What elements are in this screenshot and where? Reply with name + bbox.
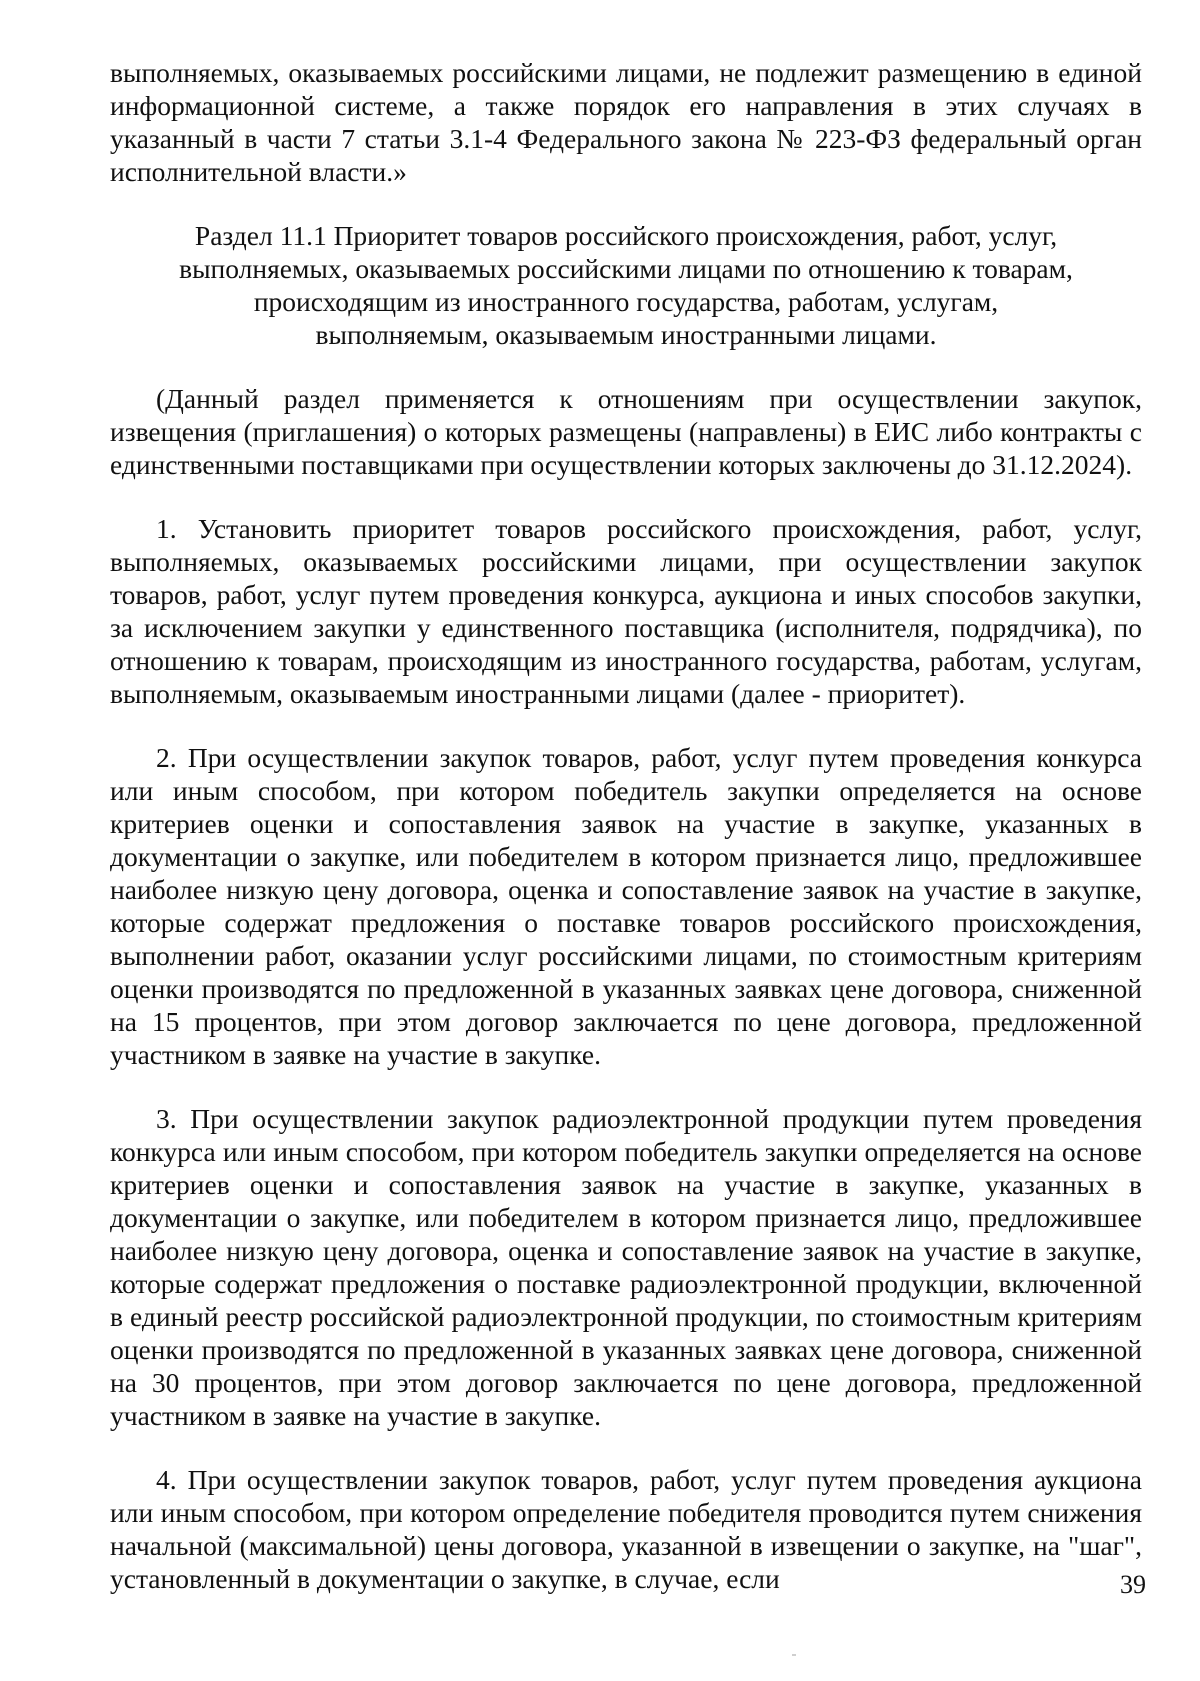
document-page (110, 56, 1142, 1595)
scan-artifact (792, 1654, 796, 1656)
paragraph-2: 2. При осуществлении закупок товаров, работ, услуг путем проведения конкурса или иным способом, при котором победитель закупки определяется на основе критериев оценки и сопоставления заявок на участие в закупке, указанных в документации о закупке, или победителем в котором признается лицо, предложившее наиболее низкую цену договора, оценка и сопоставление заявок на участие в закупке, которые содержат предложения о поставке товаров российского происхождения, выполнении работ, оказании услуг российскими лицами, по стоимостным критериям оценки производятся по предложенной в указанных заявках цене договора, сниженной на 15 процентов, при этом договор заключается по цене договора, предложенной участником в заявке на участие в закупке. (110, 742, 1142, 1070)
continuation-paragraph: выполняемых, оказываемых российскими лицами, не подлежит размещению в единой информационной системе, а также порядок его направления в этих случаях в указанный в части 7 статьи 3.1-4 Федерального закона № 223-ФЗ федеральный орган исполнительной власти.» (110, 57, 1142, 187)
paragraph-3: 3. При осуществлении закупок радиоэлектронной продукции путем проведения конкурса или иным способом, при котором победитель закупки определяется на основе критериев оценки и сопоставления заявок на участие в закупке, указанных в документации о закупке, или победителем в котором признается лицо, предложившее наиболее низкую цену договора, оценка и сопоставление заявок на участие в закупке, которые содержат предложения о поставке радиоэлектронной продукции, включенной в единый реестр российской радиоэлектронной продукции, по стоимостным критериям оценки производятся по предложенной в указанных заявках цене договора, сниженной на 30 процентов, при этом договор заключается по цене договора, предложенной участником в заявке на участие в закупке. (110, 1103, 1142, 1431)
applicability-note: (Данный раздел применяется к отношениям при осуществлении закупок, извещения (приглашения) о которых размещены (направлены) в ЕИС либо контракты с единственными поставщиками при осуществлении которых заключены до 31.12.2024). (110, 383, 1142, 480)
page-number: 39 (1120, 1570, 1146, 1599)
paragraph-4: 4. При осуществлении закупок товаров, работ, услуг путем проведения аукциона или иным способом, при котором определение победителя проводится путем снижения начальной (максимальной) цены договора, указанной в извещении о закупке, на "шаг", установленный в документации о закупке, в случае, если (110, 1464, 1142, 1594)
section-title: Раздел 11.1 Приоритет товаров российского происхождения, работ, услуг, выполняемых, оказываемых российскими лицами по отношению к товарам, происходящим из иностранного государства, работам, услугам, выполняемым, оказываемым иностранными лицами. (179, 220, 1073, 350)
paragraph-1: 1. Установить приоритет товаров российского происхождения, работ, услуг, выполняемых, оказываемых российскими лицами, при осуществлении закупок товаров, работ, услуг путем проведения конкурса, аукциона и иных способов закупки, за исключением закупки у единственного поставщика (исполнителя, подрядчика), по отношению к товарам, происходящим из иностранного государства, работам, услугам, выполняемым, оказываемым иностранными лицами (далее - приоритет). (110, 513, 1142, 709)
